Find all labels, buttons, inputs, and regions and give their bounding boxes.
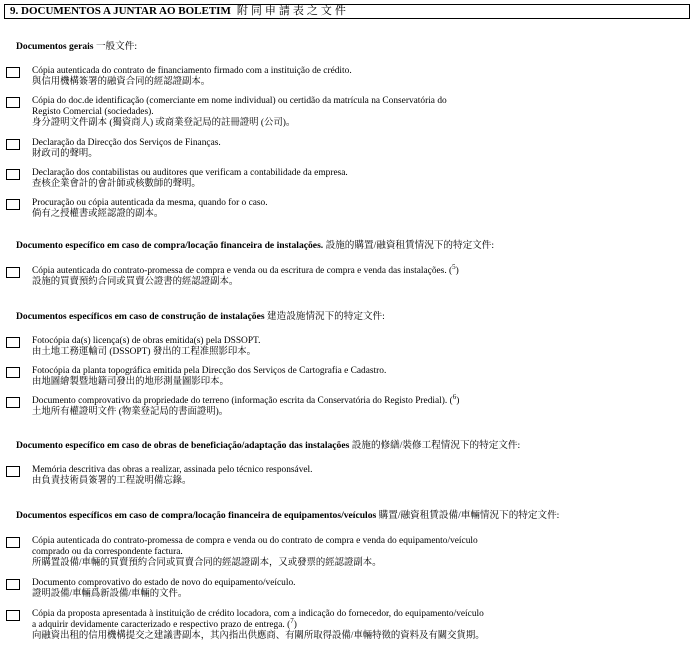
checkbox[interactable] — [6, 579, 20, 590]
checkbox[interactable] — [6, 169, 20, 180]
checkbox[interactable] — [6, 367, 20, 378]
section-title-general: Documentos gerais 一般文件: — [16, 41, 137, 52]
footnote-ref: 6 — [452, 392, 457, 401]
footnote-ref: 5 — [452, 262, 456, 271]
checkbox[interactable] — [6, 267, 20, 278]
checkbox[interactable] — [6, 97, 20, 108]
checkbox[interactable] — [6, 397, 20, 408]
checkbox[interactable] — [6, 466, 20, 477]
section-title-purchase-installations: Documento específico em caso de compra/locação financeira de instalações. 設施的購置/融資租賃情況下的特定文件: — [16, 240, 495, 251]
checkbox[interactable] — [6, 337, 20, 348]
section-header — [4, 4, 690, 19]
checkbox[interactable] — [6, 610, 20, 621]
section-title-equipment-vehicles: Documentos específicos em caso de compra/locação financeira de equipamentos/veículos 購置/融資租賃設備/車輛情況下的特定文件: — [16, 510, 560, 521]
checkbox[interactable] — [6, 139, 20, 150]
section-title-improvement-works: Documento específico em caso de obras de beneficiação/adaptação das instalações 設施的修繕/裝修工程情況下的特定文件: — [16, 440, 521, 451]
header-title-pt: 9. DOCUMENTOS A JUNTAR AO BOLETIM — [10, 5, 231, 17]
section-title-construction: Documentos específicos em caso de construção de instalações 建造設施情況下的特定文件: — [16, 311, 385, 322]
checkbox[interactable] — [6, 67, 20, 78]
header-title-zh: 附同申請表之文件 — [236, 5, 349, 17]
footnote-ref: 7 — [290, 617, 294, 626]
checkbox[interactable] — [6, 199, 20, 210]
checkbox[interactable] — [6, 537, 20, 548]
